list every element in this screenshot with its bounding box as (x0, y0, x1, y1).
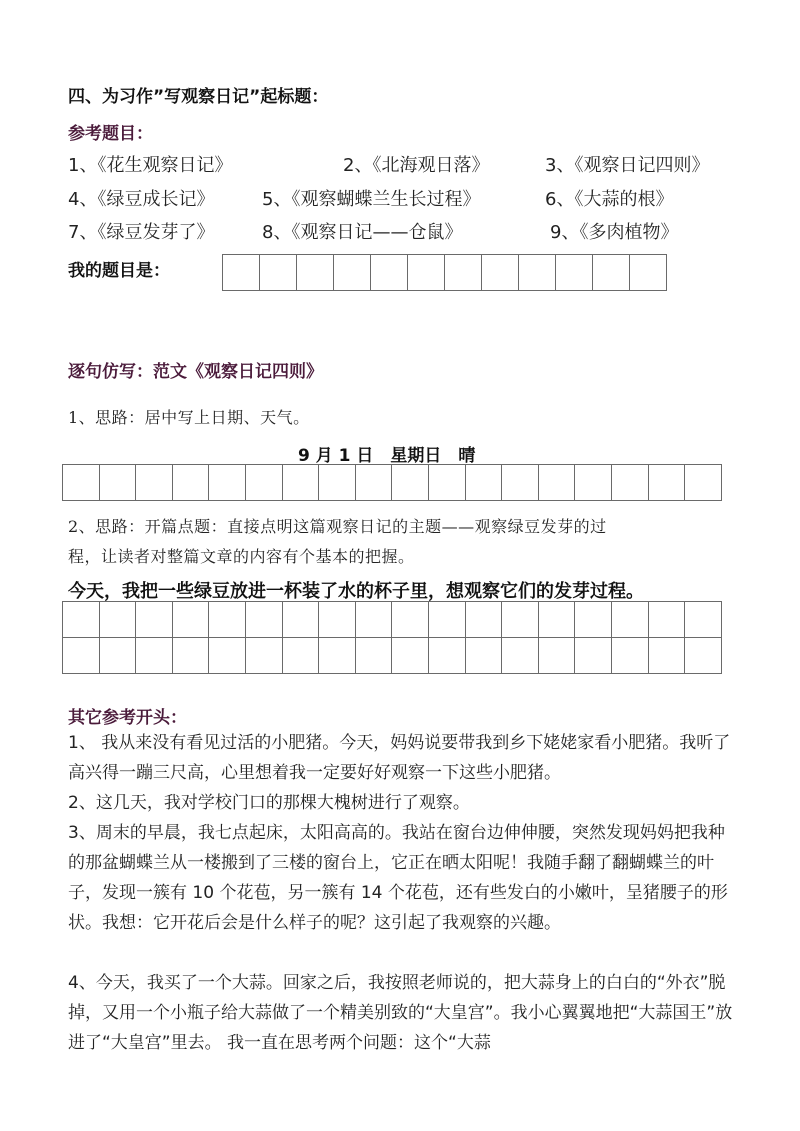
my-title-label: 我的题目是： (68, 261, 170, 281)
opening-paragraph-1: 1、 我从来没有看见过活的小肥猪。今天，妈妈说要带我到乡下姥姥家看小肥猪。我听了高兴得一蹦三尺高，心里想着我一定要好好观察一下这些小肥猪。 (68, 733, 731, 783)
opening-paragraph-2: 2、这几天，我对学校门口的那棵大槐树进行了观察。 (68, 793, 470, 813)
writing-cell[interactable] (63, 602, 100, 638)
title-item: 9、《多肉植物》 (550, 222, 679, 243)
writing-cell[interactable] (136, 602, 173, 638)
title-item: 3、《观察日记四则》 (545, 155, 710, 176)
writing-cell[interactable] (209, 638, 246, 674)
writing-cell[interactable] (429, 465, 466, 501)
writing-cell[interactable] (260, 255, 297, 291)
writing-cell[interactable] (246, 638, 283, 674)
writing-cell[interactable] (356, 602, 393, 638)
writing-cell[interactable] (539, 638, 576, 674)
writing-cell[interactable] (392, 638, 429, 674)
writing-cell[interactable] (539, 465, 576, 501)
writing-cell[interactable] (246, 602, 283, 638)
writing-cell[interactable] (482, 255, 519, 291)
writing-cell[interactable] (173, 638, 210, 674)
section-heading: 四、为习作”写观察日记”起标题： (68, 87, 329, 107)
writing-cell[interactable] (685, 465, 722, 501)
writing-cell[interactable] (283, 465, 320, 501)
step-2-hint-line2: 程，让读者对整篇文章的内容有个基本的把握。 (68, 547, 415, 566)
writing-cell[interactable] (408, 255, 445, 291)
my-title-grid[interactable] (222, 254, 667, 291)
writing-cell[interactable] (136, 465, 173, 501)
writing-cell[interactable] (649, 465, 686, 501)
writing-cell[interactable] (371, 255, 408, 291)
writing-cell[interactable] (63, 465, 100, 501)
writing-cell[interactable] (445, 255, 482, 291)
writing-cell[interactable] (63, 638, 100, 674)
reference-label: 参考题目： (68, 124, 153, 144)
writing-cell[interactable] (466, 465, 503, 501)
writing-cell[interactable] (246, 465, 283, 501)
writing-cell[interactable] (429, 638, 466, 674)
title-item: 5、《观察蝴蝶兰生长过程》 (262, 189, 481, 210)
writing-cell[interactable] (685, 602, 722, 638)
writing-cell[interactable] (100, 602, 137, 638)
title-item: 7、《绿豆发芽了》 (68, 222, 215, 243)
writing-cell[interactable] (283, 638, 320, 674)
title-item: 8、《观察日记——仓鼠》 (262, 222, 463, 243)
writing-cell[interactable] (502, 638, 539, 674)
writing-cell[interactable] (136, 638, 173, 674)
writing-cell[interactable] (466, 602, 503, 638)
writing-cell[interactable] (575, 465, 612, 501)
sample-sentence: 今天，我把一些绿豆放进一杯装了水的杯子里，想观察它们的发芽过程。 (68, 581, 644, 602)
step-2-hint-line1: 2、思路：开篇点题：直接点明这篇观察日记的主题——观察绿豆发芽的过 (68, 517, 607, 536)
writing-cell[interactable] (173, 602, 210, 638)
writing-cell[interactable] (612, 465, 649, 501)
writing-cell[interactable] (519, 255, 556, 291)
writing-cell[interactable] (502, 602, 539, 638)
writing-cell[interactable] (575, 602, 612, 638)
writing-cell[interactable] (319, 465, 356, 501)
writing-cell[interactable] (685, 638, 722, 674)
writing-cell[interactable] (283, 602, 320, 638)
opening-paragraph-4: 4、今天，我买了一个大蒜。回家之后，我按照老师说的，把大蒜身上的白白的“外衣”脱掉，又用一个小瓶子给大蒜做了一个精美别致的“大皇宫”。我小心翼翼地把“大蒜国王”放进了“大皇宫”里去。 我一直在思考两个问题：这个“大蒜 (68, 973, 733, 1053)
writing-cell[interactable] (319, 638, 356, 674)
writing-cell[interactable] (612, 602, 649, 638)
writing-cell[interactable] (612, 638, 649, 674)
writing-cell[interactable] (356, 465, 393, 501)
writing-cell[interactable] (100, 638, 137, 674)
writing-cell[interactable] (429, 602, 466, 638)
writing-cell[interactable] (392, 602, 429, 638)
title-item: 6、《大蒜的根》 (545, 189, 674, 210)
writing-cell[interactable] (209, 602, 246, 638)
writing-cell[interactable] (356, 638, 393, 674)
writing-cell[interactable] (539, 602, 576, 638)
title-item: 2、《北海观日落》 (343, 155, 490, 176)
sentence-writing-grid[interactable] (62, 601, 722, 674)
writing-cell[interactable] (100, 465, 137, 501)
writing-cell[interactable] (392, 465, 429, 501)
writing-cell[interactable] (209, 465, 246, 501)
other-openings-heading: 其它参考开头： (68, 708, 187, 728)
writing-cell[interactable] (334, 255, 371, 291)
title-item: 4、《绿豆成长记》 (68, 189, 215, 210)
writing-cell[interactable] (593, 255, 630, 291)
title-item: 1、《花生观察日记》 (68, 155, 233, 176)
writing-cell[interactable] (575, 638, 612, 674)
imitation-heading: 逐句仿写：范文《观察日记四则》 (68, 362, 323, 382)
date-weather-line: 9 月 1 日 星期日 晴 (298, 446, 476, 466)
writing-cell[interactable] (297, 255, 334, 291)
writing-cell[interactable] (630, 255, 667, 291)
writing-cell[interactable] (466, 638, 503, 674)
writing-cell[interactable] (649, 602, 686, 638)
step-1-hint: 1、思路：居中写上日期、天气。 (68, 408, 310, 427)
date-writing-grid[interactable] (62, 464, 722, 501)
writing-cell[interactable] (173, 465, 210, 501)
opening-paragraph-3: 3、周末的早晨，我七点起床，太阳高高的。我站在窗台边伸伸腰，突然发现妈妈把我种的那盆蝴蝶兰从一楼搬到了三楼的窗台上，它正在晒太阳呢！我随手翻了翻蝴蝶兰的叶子，发现一簇有 10 个花苞，另一簇有 14 个花苞，还有些发白的小嫩叶，呈猪腰子的形状。我想：它开花后会是什么样子的呢？这引起了我观察的兴趣。 (68, 823, 728, 933)
writing-cell[interactable] (319, 602, 356, 638)
writing-cell[interactable] (502, 465, 539, 501)
writing-cell[interactable] (223, 255, 260, 291)
writing-cell[interactable] (556, 255, 593, 291)
writing-cell[interactable] (649, 638, 686, 674)
